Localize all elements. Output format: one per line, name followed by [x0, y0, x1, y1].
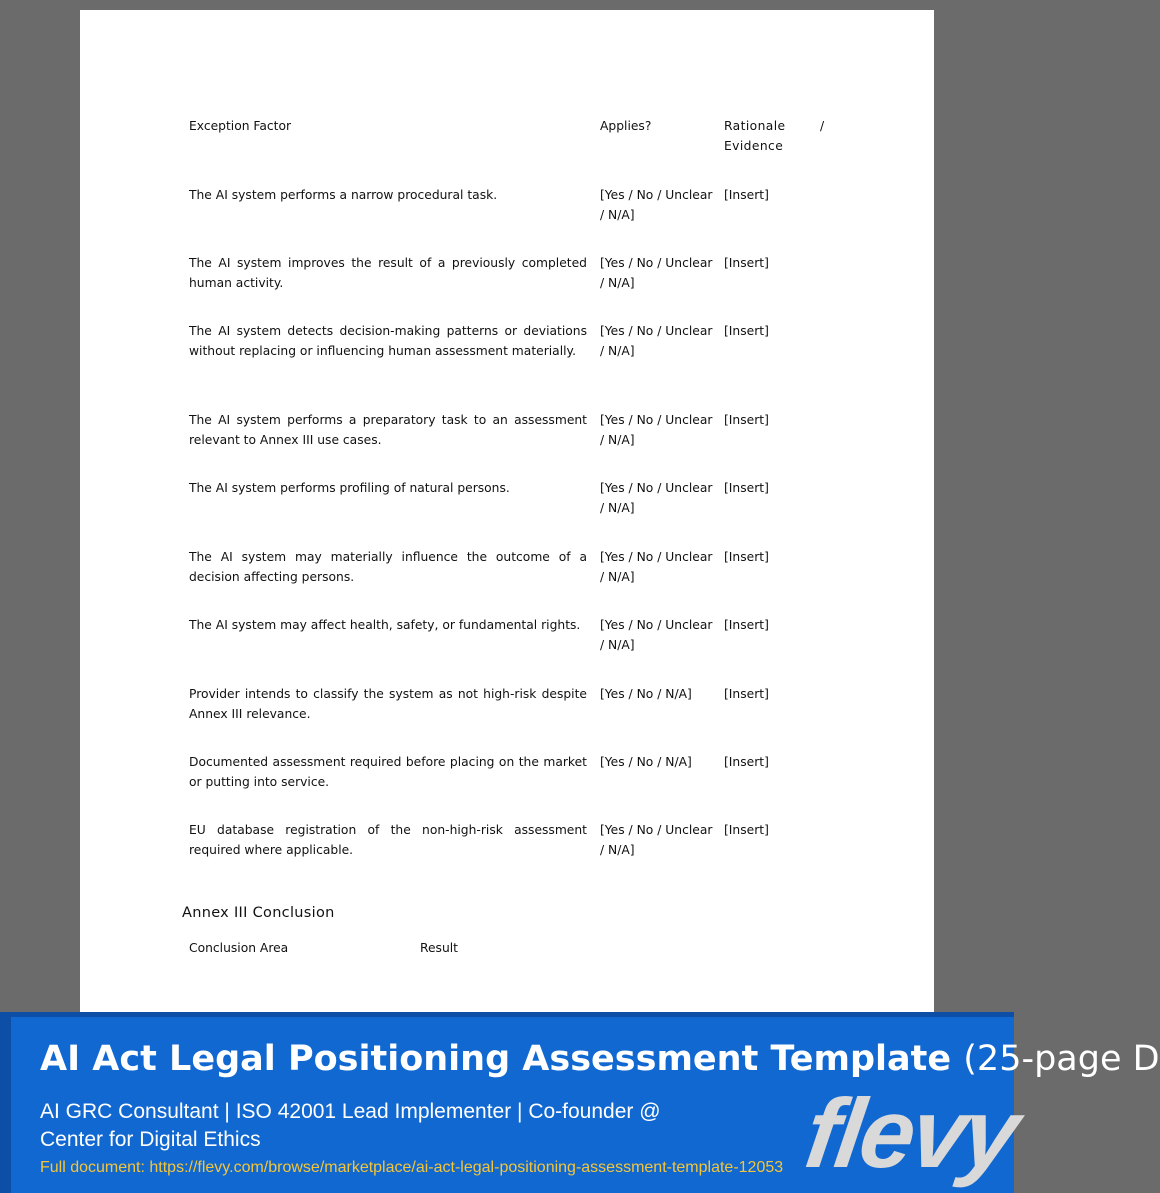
row-7-factor: The AI system may affect health, safety, or fundamental rights.: [189, 618, 581, 632]
row-8-applies: [Yes / No / N/A]: [600, 687, 692, 701]
row-3-rationale: [Insert]: [724, 324, 769, 338]
full-document-link[interactable]: Full document: https://flevy.com/browse/marketplace/ai-act-legal-positioning-assessment-template-12053: [40, 1159, 784, 1176]
header-rationale-label: Rationale: [724, 119, 786, 133]
row-8-rationale: [Insert]: [724, 687, 769, 701]
document-page: [80, 10, 934, 1012]
row-8-factor: Provider intends to classify the system as not high-risk despite Annex III relevance.: [189, 687, 587, 721]
row-2-rationale: [Insert]: [724, 256, 769, 270]
header-applies: Applies?: [600, 119, 652, 133]
promo-banner-panel: [11, 1017, 1160, 1193]
row-6-rationale: [Insert]: [724, 550, 769, 564]
row-7-applies: [Yes / No / Unclear / N/A]: [600, 618, 713, 652]
row-2-applies: [Yes / No / Unclear / N/A]: [600, 256, 713, 290]
row-2-factor: The AI system improves the result of a previously completed human activity.: [189, 256, 587, 290]
row-1-rationale: [Insert]: [724, 188, 769, 202]
row-3-applies: [Yes / No / Unclear / N/A]: [600, 324, 713, 358]
header-rationale: [724, 117, 834, 156]
document-title-text: AI Act Legal Positioning Assessment Template: [40, 1039, 952, 1079]
header-exception-factor: Exception Factor: [189, 119, 292, 133]
row-9-factor: Documented assessment required before placing on the market or putting into service.: [189, 755, 587, 789]
header-result: Result: [420, 941, 458, 955]
row-4-applies: [Yes / No / Unclear / N/A]: [600, 413, 713, 447]
row-1-factor: The AI system performs a narrow procedural task.: [189, 188, 498, 202]
row-6-factor: The AI system may materially influence the outcome of a decision affecting persons.: [189, 550, 587, 584]
promo-banner: [0, 1012, 1160, 1193]
row-5-rationale: [Insert]: [724, 481, 769, 495]
row-10-rationale: [Insert]: [724, 823, 769, 837]
author-description: AI GRC Consultant | ISO 42001 Lead Implementer | Co-founder @ Center for Digital Ethics: [40, 1100, 661, 1151]
row-10-factor: EU database registration of the non-high-risk assessment required where applicable.: [189, 823, 587, 857]
row-3-factor: The AI system detects decision-making patterns or deviations without replacing or influencing human assessment materially.: [189, 324, 587, 358]
header-evidence-label: Evidence: [724, 138, 784, 153]
row-4-rationale: [Insert]: [724, 413, 769, 427]
row-9-applies: [Yes / No / N/A]: [600, 755, 692, 769]
row-4-factor: The AI system performs a preparatory task to an assessment relevant to Annex III use cases.: [189, 413, 587, 447]
document-title: [40, 1039, 1160, 1079]
header-conclusion-area: Conclusion Area: [189, 941, 289, 955]
header-rationale-slash: /: [820, 119, 825, 133]
row-5-factor: The AI system performs profiling of natural persons.: [189, 481, 510, 495]
row-5-applies: [Yes / No / Unclear / N/A]: [600, 481, 713, 515]
row-1-applies: [Yes / No / Unclear / N/A]: [600, 188, 713, 222]
row-6-applies: [Yes / No / Unclear / N/A]: [600, 550, 713, 584]
page-count: (25-page D: [963, 1039, 1160, 1079]
row-9-rationale: [Insert]: [724, 755, 769, 769]
flevy-logo: flevy: [799, 1078, 1024, 1188]
row-10-applies: [Yes / No / Unclear / N/A]: [600, 823, 713, 857]
section-heading-annex-iii-conclusion: Annex III Conclusion: [182, 905, 335, 921]
row-7-rationale: [Insert]: [724, 618, 769, 632]
